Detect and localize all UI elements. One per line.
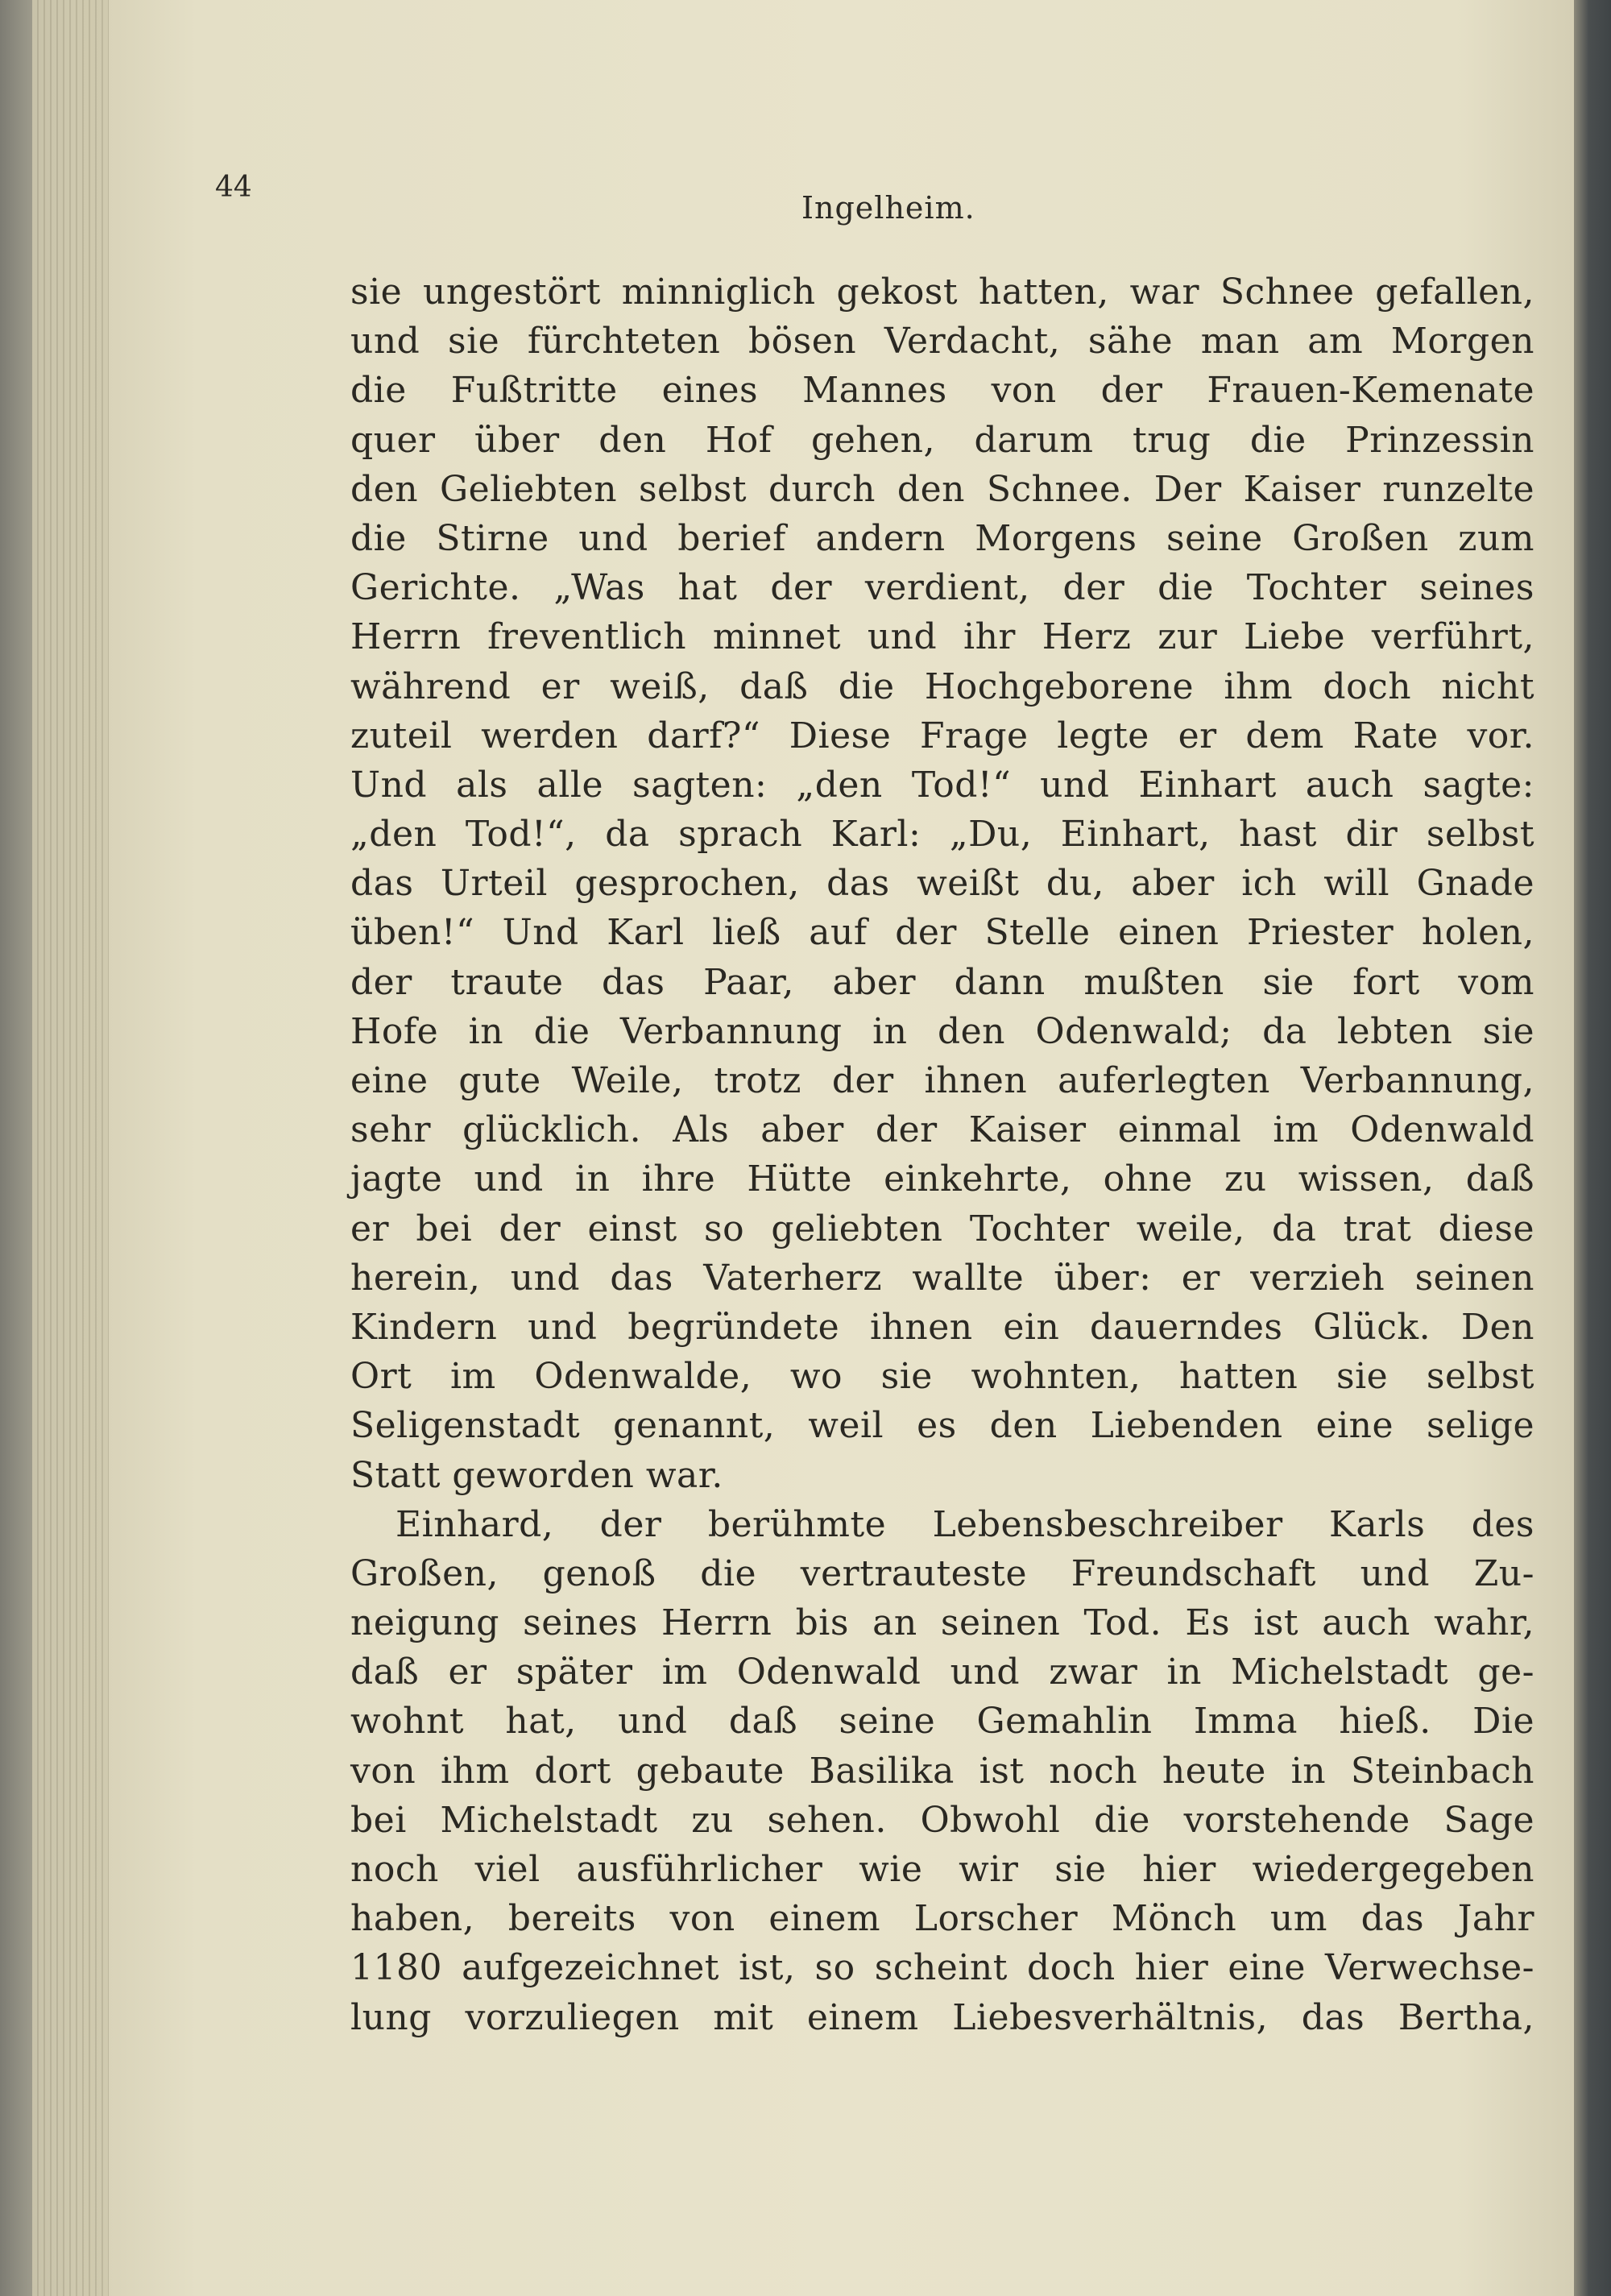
- text-line: daß er später im Odenwald und zwar in Michelstadt ge-: [350, 1652, 1534, 1693]
- text-line: Ort im Odenwalde, wo sie wohnten, hatten sie selbst: [350, 1356, 1534, 1398]
- text-line: quer über den Hof gehen, darum trug die Prinzessin: [350, 419, 1534, 461]
- running-head: Ingelheim.: [801, 190, 975, 226]
- text-line: herein, und das Vaterherz wallte über: er verzieh seinen: [350, 1257, 1534, 1299]
- text-line: Seligenstadt genannt, weil es den Liebenden eine selige: [350, 1405, 1534, 1447]
- text-line: neigung seines Herrn bis an seinen Tod. Es ist auch wahr,: [350, 1602, 1534, 1644]
- text-line: sehr glücklich. Als aber der Kaiser einmal im Odenwald: [350, 1109, 1534, 1151]
- paragraph-start-line: Einhard, der berühmte Lebensbeschreiber Karls des: [396, 1503, 1534, 1545]
- text-line: die Stirne und berief andern Morgens seine Großen zum: [350, 517, 1534, 559]
- text-line: zuteil werden darf?“ Diese Frage legte er dem Rate vor.: [350, 715, 1534, 756]
- text-line: während er weiß, daß die Hochgeborene ihm doch nicht: [350, 665, 1534, 707]
- text-line: den Geliebten selbst durch den Schnee. Der Kaiser runzelte: [350, 468, 1534, 510]
- text-line: Und als alle sagten: „den Tod!“ und Einhart auch sagte:: [350, 764, 1534, 806]
- text-line: und sie fürchteten bösen Verdacht, sähe man am Morgen: [350, 321, 1534, 363]
- text-line: eine gute Weile, trotz der ihnen auferlegten Verbannung,: [350, 1060, 1534, 1101]
- text-line: von ihm dort gebaute Basilika ist noch heute in Steinbach: [350, 1750, 1534, 1792]
- text-line: Herrn freventlich minnet und ihr Herz zur Liebe verführt,: [350, 616, 1534, 658]
- book-page: [109, 0, 1574, 2296]
- text-line: Gerichte. „Was hat der verdient, der die Tochter seines: [350, 567, 1534, 609]
- book-right-edge: [1574, 0, 1611, 2296]
- text-line: haben, bereits von einem Lorscher Mönch um das Jahr: [350, 1898, 1534, 1940]
- body-text: [350, 267, 1534, 2042]
- text-line: sie ungestört minniglich gekost hatten, war Schnee gefallen,: [350, 271, 1534, 313]
- text-line: das Urteil gesprochen, das weißt du, aber ich will Gnade: [350, 863, 1534, 905]
- text-line: Großen, genoß die vertrauteste Freundschaft und Zu-: [350, 1552, 1534, 1594]
- text-line: er bei der einst so geliebten Tochter weile, da trat diese: [350, 1208, 1534, 1250]
- text-line: „den Tod!“, da sprach Karl: „Du, Einhart, hast dir selbst: [350, 814, 1534, 856]
- text-line: bei Michelstadt zu sehen. Obwohl die vorstehende Sage: [350, 1799, 1534, 1841]
- text-line: üben!“ Und Karl ließ auf der Stelle einen Priester holen,: [350, 912, 1534, 954]
- text-line: wohnt hat, und daß seine Gemahlin Imma hieß. Die: [350, 1701, 1534, 1743]
- text-line: die Fußtritte eines Mannes von der Frauen-Kemenate: [350, 370, 1534, 412]
- text-line: jagte und in ihre Hütte einkehrte, ohne zu wissen, daß: [350, 1158, 1534, 1200]
- text-line: lung vorzuliegen mit einem Liebesverhältnis, das Bertha,: [350, 1996, 1534, 2038]
- paragraph-end-line: Statt geworden war.: [350, 1454, 723, 1496]
- page-stack: [32, 0, 121, 2296]
- text-line: Kindern und begründete ihnen ein dauerndes Glück. Den: [350, 1306, 1534, 1348]
- text-line: Hofe in die Verbannung in den Odenwald; da lebten sie: [350, 1010, 1534, 1052]
- page-number: 44: [215, 171, 252, 204]
- text-line: 1180 aufgezeichnet ist, so scheint doch hier eine Verwechse-: [350, 1947, 1534, 1989]
- text-line: noch viel ausführlicher wie wir sie hier wiedergegeben: [350, 1849, 1534, 1890]
- text-line: der traute das Paar, aber dann mußten sie fort vom: [350, 961, 1534, 1003]
